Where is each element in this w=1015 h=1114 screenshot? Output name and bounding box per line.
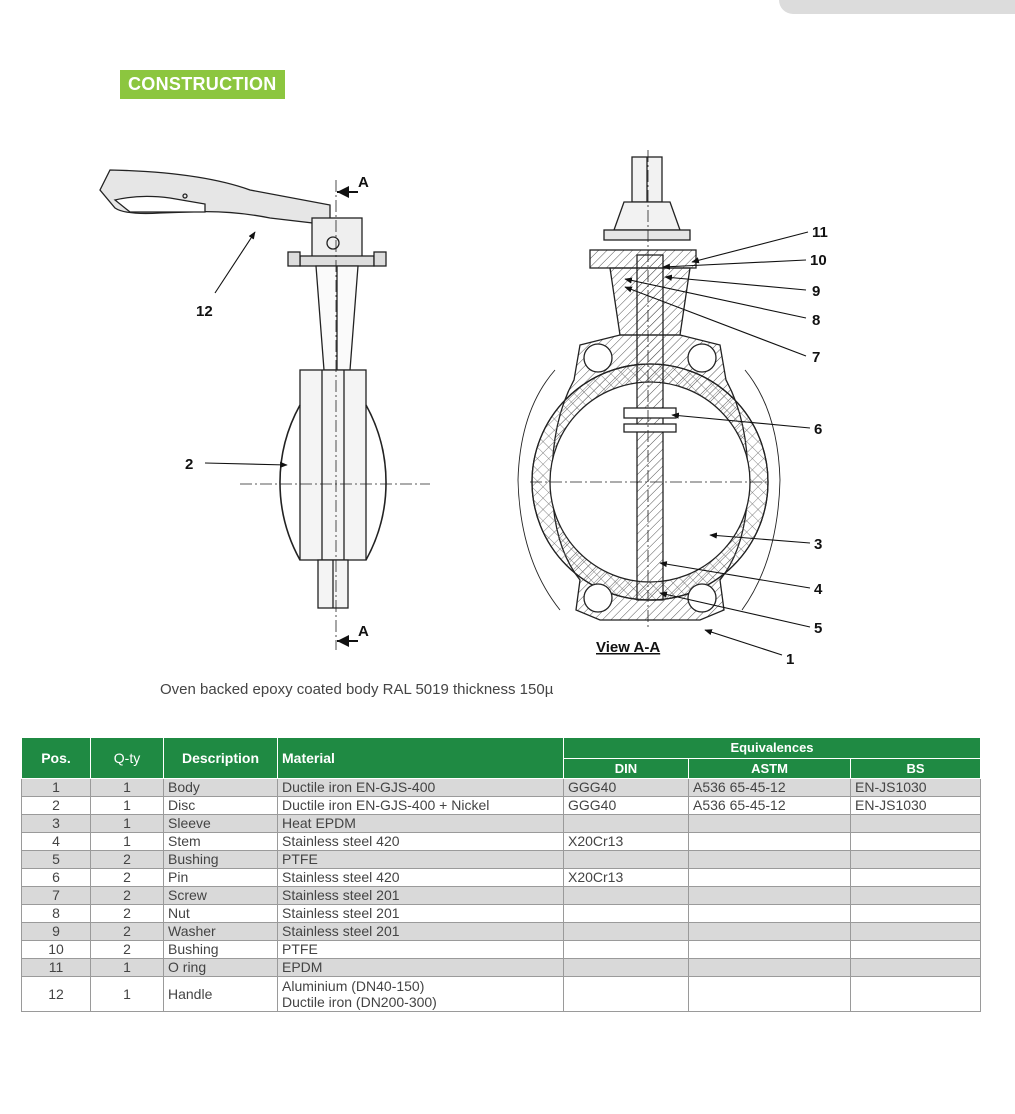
cell-pos: 3	[22, 815, 91, 833]
cell-astm	[689, 815, 851, 833]
section-marker-bottom-label: A	[358, 623, 369, 640]
cell-bs: EN-JS1030	[851, 779, 981, 797]
cell-material: Ductile iron EN-GJS-400 + Nickel	[278, 797, 564, 815]
table-row	[22, 905, 981, 923]
cell-description: Bushing	[164, 941, 278, 959]
header-material: Material	[278, 738, 564, 779]
callout-4: 4	[814, 581, 823, 598]
table-row	[22, 869, 981, 887]
cell-din	[564, 851, 689, 869]
cell-description: Nut	[164, 905, 278, 923]
cell-bs	[851, 815, 981, 833]
cell-qty: 1	[91, 815, 164, 833]
cell-astm	[689, 941, 851, 959]
callout-6: 6	[814, 421, 823, 438]
callout-12: 12	[196, 303, 213, 320]
callout-11: 11	[812, 224, 828, 241]
cell-bs	[851, 941, 981, 959]
table-row	[22, 959, 981, 977]
cell-qty: 2	[91, 941, 164, 959]
cell-pos: 6	[22, 869, 91, 887]
cell-astm	[689, 887, 851, 905]
cell-astm	[689, 851, 851, 869]
corner-tab	[779, 0, 1015, 14]
cell-din: GGG40	[564, 797, 689, 815]
cell-qty: 2	[91, 923, 164, 941]
cell-din	[564, 941, 689, 959]
cell-bs	[851, 887, 981, 905]
cell-astm: A536 65-45-12	[689, 779, 851, 797]
callout-8: 8	[812, 312, 821, 329]
table-row	[22, 923, 981, 941]
cell-description: Washer	[164, 923, 278, 941]
cell-qty: 2	[91, 851, 164, 869]
table-row	[22, 977, 981, 1012]
header-description: Description	[164, 738, 278, 779]
cell-material: Stainless steel 201	[278, 923, 564, 941]
cell-bs	[851, 923, 981, 941]
cell-qty: 1	[91, 833, 164, 851]
valve-drawing	[0, 150, 1015, 670]
cell-pos: 4	[22, 833, 91, 851]
cell-pos: 7	[22, 887, 91, 905]
header-din: DIN	[564, 758, 689, 779]
cell-material: Stainless steel 420	[278, 833, 564, 851]
cell-din: GGG40	[564, 779, 689, 797]
section-title: CONSTRUCTION	[120, 70, 285, 99]
cell-material: Stainless steel 201	[278, 905, 564, 923]
cell-din: X20Cr13	[564, 869, 689, 887]
table-row	[22, 851, 981, 869]
cell-bs	[851, 905, 981, 923]
cell-description: Sleeve	[164, 815, 278, 833]
cell-qty: 1	[91, 959, 164, 977]
cell-material: Heat EPDM	[278, 815, 564, 833]
callout-5: 5	[814, 620, 823, 637]
header-equivalences: Equivalences	[564, 738, 981, 759]
table-row	[22, 833, 981, 851]
section-view	[518, 150, 780, 630]
cell-astm	[689, 923, 851, 941]
cell-astm	[689, 833, 851, 851]
cell-pos: 11	[22, 959, 91, 977]
cell-din: X20Cr13	[564, 833, 689, 851]
cell-pos: 9	[22, 923, 91, 941]
callout-10: 10	[810, 252, 827, 269]
callout-1: 1	[786, 651, 795, 668]
table-row	[22, 887, 981, 905]
cell-material: PTFE	[278, 941, 564, 959]
table-row	[22, 815, 981, 833]
cell-bs	[851, 833, 981, 851]
cell-pos: 1	[22, 779, 91, 797]
callout-2: 2	[185, 456, 194, 473]
cell-material: Ductile iron EN-GJS-400	[278, 779, 564, 797]
cell-qty: 1	[91, 977, 164, 1012]
cell-bs	[851, 959, 981, 977]
cell-description: Disc	[164, 797, 278, 815]
cell-din	[564, 815, 689, 833]
caption: Oven backed epoxy coated body RAL 5019 thickness 150µ	[160, 681, 554, 698]
section-marker-top	[337, 174, 369, 198]
side-view	[100, 170, 430, 650]
section-marker-top-label: A	[358, 174, 369, 191]
cell-astm	[689, 905, 851, 923]
header-astm: ASTM	[689, 758, 851, 779]
header-pos: Pos.	[22, 738, 91, 779]
cell-pos: 10	[22, 941, 91, 959]
table-row	[22, 941, 981, 959]
cell-description: Handle	[164, 977, 278, 1012]
cell-material	[278, 977, 564, 1012]
cell-qty: 2	[91, 905, 164, 923]
cell-description: Body	[164, 779, 278, 797]
cell-bs	[851, 851, 981, 869]
cell-pos: 2	[22, 797, 91, 815]
cell-description: Pin	[164, 869, 278, 887]
cell-bs: EN-JS1030	[851, 797, 981, 815]
cell-qty: 1	[91, 797, 164, 815]
cell-pos: 12	[22, 977, 91, 1012]
callout-3: 3	[814, 536, 823, 553]
parts-table	[21, 737, 981, 1012]
cell-qty: 2	[91, 887, 164, 905]
callout-9: 9	[812, 283, 821, 300]
cell-astm: A536 65-45-12	[689, 797, 851, 815]
cell-qty: 1	[91, 779, 164, 797]
header-qty: Q-ty	[91, 738, 164, 779]
cell-din	[564, 977, 689, 1012]
header-bs: BS	[851, 758, 981, 779]
cell-material: PTFE	[278, 851, 564, 869]
cell-bs	[851, 869, 981, 887]
cell-din	[564, 887, 689, 905]
cell-material: EPDM	[278, 959, 564, 977]
cell-astm	[689, 869, 851, 887]
cell-description: Stem	[164, 833, 278, 851]
cell-material-line-2: Ductile iron (DN200-300)	[282, 994, 437, 1010]
cell-bs	[851, 977, 981, 1012]
callout-7: 7	[812, 349, 821, 366]
cell-material-line-1: Aluminium (DN40-150)	[282, 978, 425, 994]
cell-astm	[689, 977, 851, 1012]
cell-qty: 2	[91, 869, 164, 887]
cell-material: Stainless steel 201	[278, 887, 564, 905]
cell-description: O ring	[164, 959, 278, 977]
cell-description: Screw	[164, 887, 278, 905]
cell-din	[564, 905, 689, 923]
cell-pos: 8	[22, 905, 91, 923]
table-row	[22, 797, 981, 815]
cell-material: Stainless steel 420	[278, 869, 564, 887]
section-marker-bottom	[337, 623, 369, 647]
cell-din	[564, 959, 689, 977]
cell-description: Bushing	[164, 851, 278, 869]
cell-din	[564, 923, 689, 941]
cell-astm	[689, 959, 851, 977]
table-row	[22, 779, 981, 797]
view-label: View A-A	[596, 639, 661, 656]
cell-pos: 5	[22, 851, 91, 869]
